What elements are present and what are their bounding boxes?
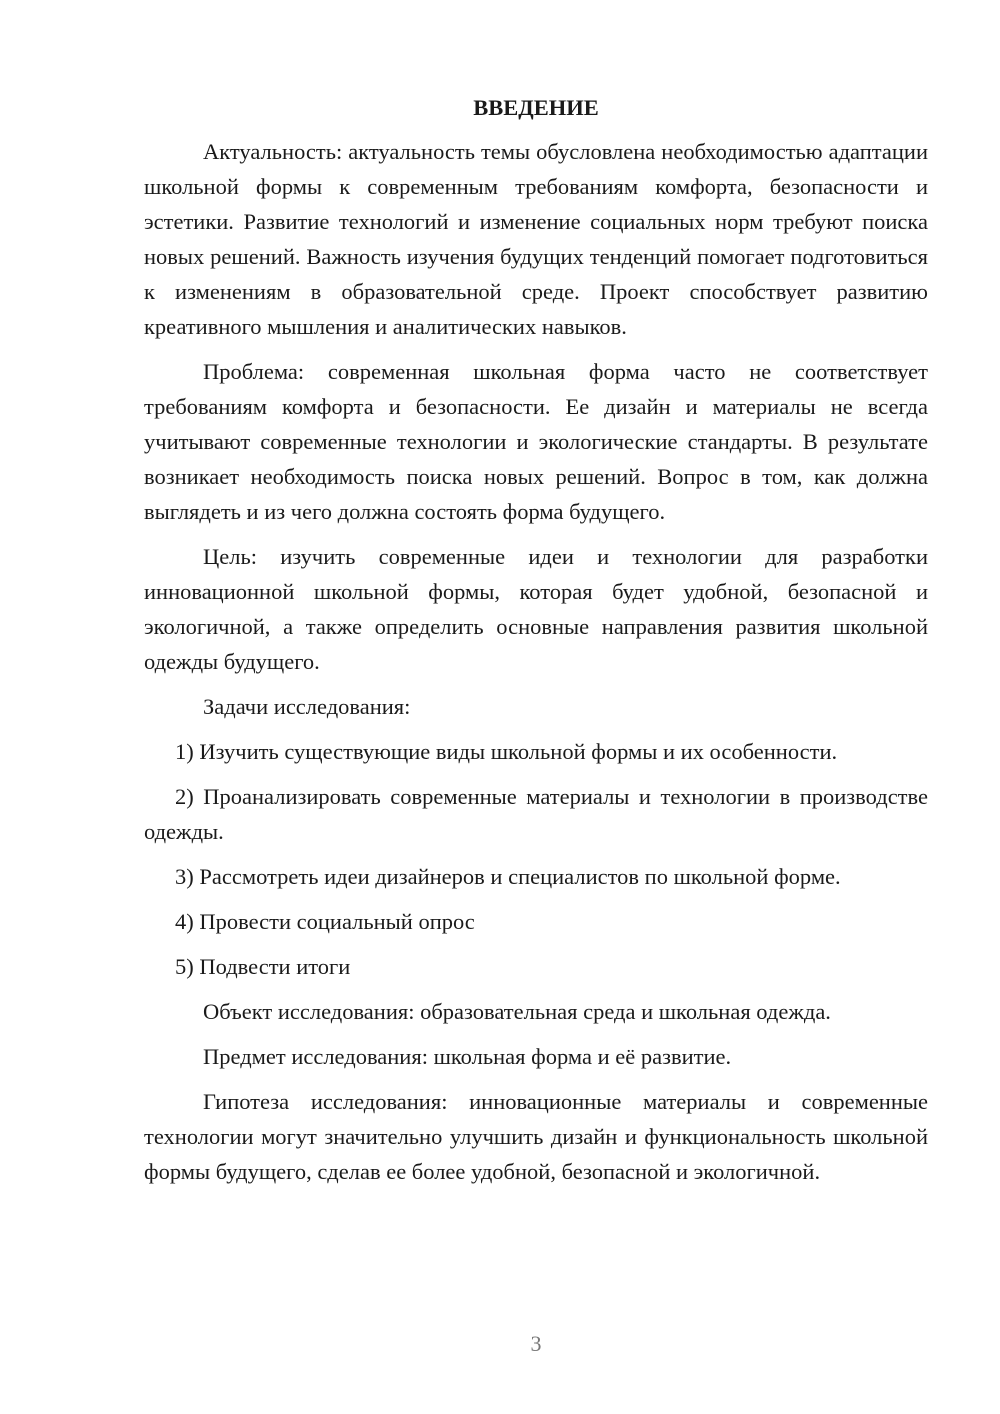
- page-number: 3: [530, 1331, 542, 1356]
- tasks-heading: Задачи исследования:: [203, 694, 411, 719]
- task-item: 5) Подвести итоги: [175, 954, 351, 979]
- document-page: [144, 90, 928, 1199]
- tasks-list: [144, 734, 928, 984]
- paragraph-relevance: Актуальность: актуальность темы обусловлена необходимостью адаптации школьной формы к современным требованиям комфорта, безопасности и эстетики. Развитие технологий и изменение социальных норм требуют поиска новых решений. Важность изучения будущих тенденций помогает подготовиться к изменениям в образовательной среде. Проект способствует развитию креативного мышления и аналитических навыков.: [144, 139, 928, 339]
- paragraph-goal: Цель: изучить современные идеи и технологии для разработки инновационной школьной формы, которая будет удобной, безопасной и экологичной, а также определить основные направления развития школьной одежды будущего.: [144, 544, 928, 674]
- paragraph-problem: Проблема: современная школьная форма часто не соответствует требованиям комфорта и безопасности. Ее дизайн и материалы не всегда учитывают современные технологии и экологические стандарты. В результате возникает необходимость поиска новых решений. Вопрос в том, как должна выглядеть и из чего должна состоять форма будущего.: [144, 359, 928, 524]
- section-title: ВВЕДЕНИЕ: [473, 95, 599, 120]
- task-item: 2) Проанализировать современные материалы и технологии в производстве одежды.: [144, 784, 928, 844]
- paragraph-hypothesis: Гипотеза исследования: инновационные материалы и современные технологии могут значительно улучшить дизайн и функциональность школьной формы будущего, сделав ее более удобной, безопасной и экологичной.: [144, 1089, 928, 1184]
- paragraph-subject: Предмет исследования: школьная форма и её развитие.: [203, 1044, 732, 1069]
- task-item: 3) Рассмотреть идеи дизайнеров и специалистов по школьной форме.: [175, 864, 841, 889]
- task-item: 1) Изучить существующие виды школьной формы и их особенности.: [175, 739, 838, 764]
- task-item: 4) Провести социальный опрос: [175, 909, 475, 934]
- paragraph-object: Объект исследования: образовательная среда и школьная одежда.: [203, 999, 831, 1024]
